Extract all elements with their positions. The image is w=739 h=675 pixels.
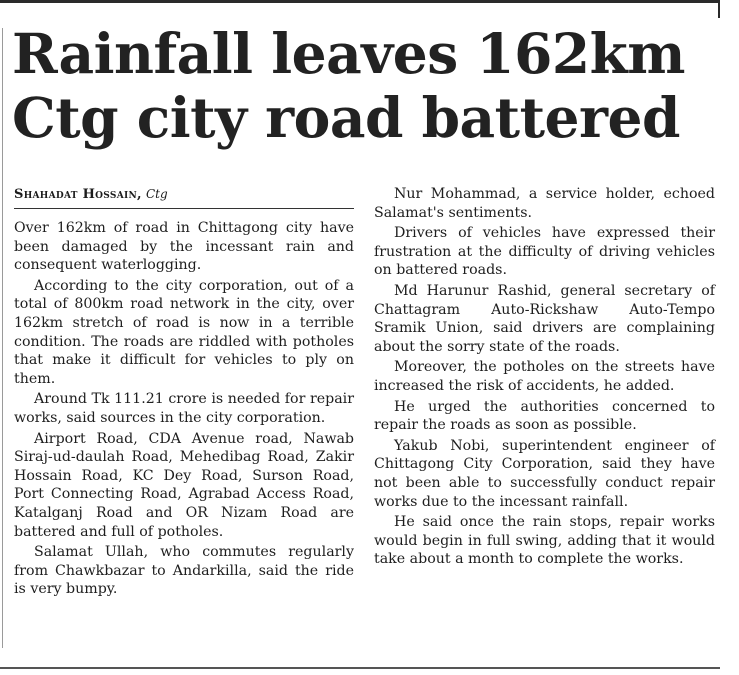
- paragraph: Over 162km of road in Chittagong city have been damaged by the incessant rain and consequent waterlogging.: [14, 220, 354, 274]
- headline: Rainfall leaves 162km Ctg city road battered: [12, 21, 685, 150]
- byline-location: Ctg: [146, 187, 168, 201]
- paragraph: Nur Mohammad, a service holder, echoed Salamat's sentiments.: [374, 186, 715, 221]
- left-rule: [2, 28, 3, 648]
- paragraph: He urged the authorities concerned to repair the roads as soon as possible.: [374, 398, 715, 434]
- article-column-left: [14, 219, 354, 601]
- paragraph: According to the city corporation, out of a total of 800km road network in the city, over 162km stretch of road is now in a terrible condition. The roads are riddled with potholes that make it difficult for vehicles to ply on them.: [14, 277, 354, 387]
- byline-author: Shahadat Hossain,: [14, 187, 142, 202]
- paragraph: Airport Road, CDA Avenue road, Nawab Siraj-ud-daulah Road, Mehedibag Road, Zakir Hossain Road, KC Dey Road, Surson Road, Port Connecting Road, Agrabad Access Road, Katalganj Road and OR Nizam Road are battered and full of potholes.: [14, 430, 354, 540]
- paragraph: He said once the rain stops, repair works would begin in full swing, adding that it would take about a month to complete the works.: [374, 514, 715, 568]
- paragraph: Moreover, the potholes on the streets have increased the risk of accidents, he added.: [374, 359, 715, 394]
- paragraph: Around Tk 111.21 crore is needed for repair works, said sources in the city corporation.: [14, 391, 354, 426]
- byline: [14, 185, 354, 209]
- paragraph: Salamat Ullah, who commutes regularly from Chawkbazar to Andarkilla, said the ride is very bumpy.: [14, 544, 354, 598]
- article-column-right: [374, 185, 715, 571]
- bottom-rule: [0, 667, 720, 669]
- paragraph: Drivers of vehicles have expressed their frustration at the difficulty of driving vehicles on battered roads.: [374, 225, 715, 279]
- paragraph: Md Harunur Rashid, general secretary of Chattagram Auto-Rickshaw Auto-Tempo Sramik Union, said drivers are complaining about the sorry state of the roads.: [374, 282, 715, 355]
- top-rule: [0, 0, 720, 3]
- top-right-rule: [718, 0, 720, 18]
- paragraph: Yakub Nobi, superintendent engineer of Chittagong City Corporation, said they have not been able to successfully conduct repair works due to the incessant rainfall.: [374, 437, 715, 510]
